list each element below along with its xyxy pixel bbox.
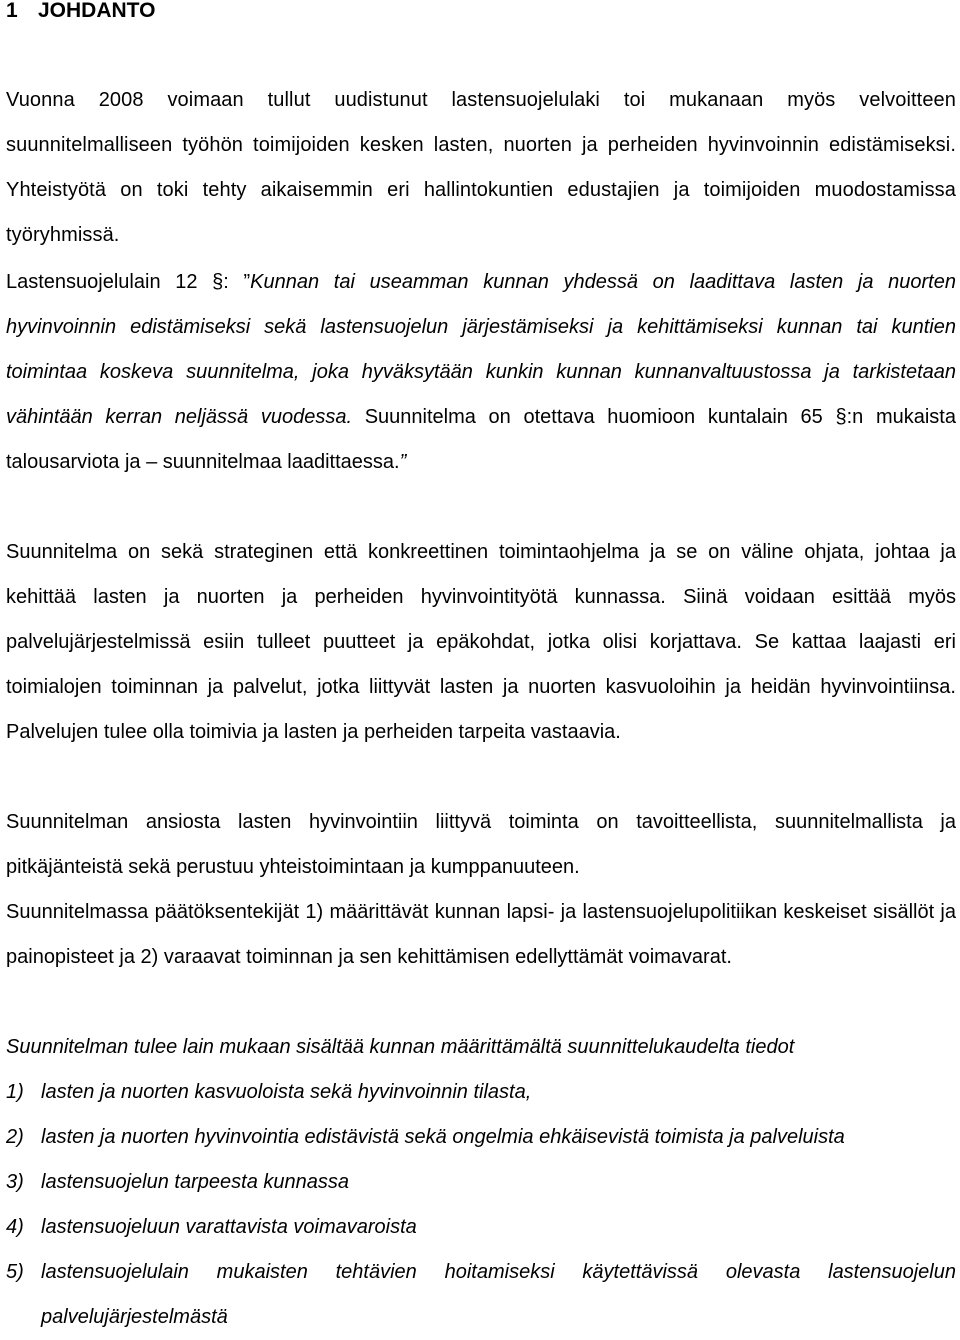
- list-item-text: lasten ja nuorten kasvuoloista sekä hyvinvoinnin tilasta,: [41, 1081, 532, 1103]
- list-item: [6, 1250, 956, 1340]
- list-marker: 3): [6, 1171, 24, 1193]
- list-marker: 5): [6, 1261, 24, 1283]
- section-heading: [6, 0, 155, 24]
- list-item: [6, 1205, 956, 1250]
- list-item: [6, 1070, 956, 1115]
- list-marker: 4): [6, 1216, 24, 1238]
- list-item: [6, 1115, 956, 1160]
- list-item-text: lastensuojeluun varattavista voimavaroista: [41, 1216, 417, 1238]
- section-title: JOHDANTO: [38, 0, 156, 22]
- decision-makers-paragraph: Suunnitelmassa päätöksentekijät 1) määrittävät kunnan lapsi- ja lastensuojelupolitiikan keskeiset sisällöt ja painopisteet ja 2) varaavat toiminnan ja sen kehittämisen edellyttämät voimavarat.: [6, 901, 956, 968]
- plan-content-intro: Suunnitelman tulee lain mukaan sisältää kunnan määrittämältä suunnittelukaudelta tiedot: [6, 1036, 795, 1058]
- plan-description-paragraph: Suunnitelma on sekä strateginen että konkreettinen toimintaohjelma ja se on väline ohjata, johtaa ja kehittää lasten ja nuorten ja perheiden hyvinvointityötä kunnassa. Siinä voidaan esittää myös palvelujärjestelmissä esiin tulleet puutteet ja epäkohdat, jotka olisi korjattava. Se kattaa laajasti eri toimialojen toiminnan ja palvelut, jotka liittyvät lasten ja nuorten kasvuoloihin ja heidän hyvinvointiinsa. Palvelujen tulee olla toimivia ja lasten ja perheiden tarpeita vastaavia.: [6, 541, 956, 743]
- list-item-text: lastensuojelulain mukaisten tehtävien hoitamiseksi käytettävissä olevasta lastensuojelun palvelujärjestelmästä: [41, 1261, 956, 1328]
- list-item: [6, 1160, 956, 1205]
- list-item-text: lasten ja nuorten hyvinvointia edistävistä sekä ongelmia ehkäisevistä toimista ja palveluista: [41, 1126, 845, 1148]
- law-quote-paragraph: [6, 260, 956, 485]
- law-reference: Lastensuojelulain 12 §: ”: [6, 271, 251, 293]
- list-item-text: lastensuojelun tarpeesta kunnassa: [41, 1171, 349, 1193]
- list-marker: 1): [6, 1081, 24, 1103]
- section-number: 1: [6, 0, 18, 22]
- law-quote-close: ”: [399, 451, 407, 473]
- law-quote-continuation: Suunnitelma on otettava huomioon kuntalain 65 §:n mukaista talousarviota ja – suunnitelmaa laadittaessa.: [6, 406, 956, 473]
- intro-paragraph: Vuonna 2008 voimaan tullut uudistunut lastensuojelulaki toi mukanaan myös velvoitteen suunnitelmalliseen työhön toimijoiden kesken lasten, nuorten ja perheiden hyvinvoinnin edistämiseksi. Yhteistyötä on toki tehty aikaisemmin eri hallintokuntien edustajien ja toimijoiden muodostamissa työryhmissä.: [6, 89, 956, 246]
- list-marker: 2): [6, 1126, 24, 1148]
- plan-benefits-paragraph: Suunnitelman ansiosta lasten hyvinvointiin liittyvä toiminta on tavoitteellista, suunnitelmallista ja pitkäjänteistä sekä perustuu yhteistoimintaan ja kumppanuuteen.: [6, 811, 956, 878]
- law-quote-text: Kunnan tai useamman kunnan yhdessä on laadittava lasten ja nuorten hyvinvoinnin edistämiseksi sekä lastensuojelun järjestämiseksi ja kehittämiseksi kunnan tai kuntien toimintaa koskeva suunnitelma, joka hyväksytään kunkin kunnan kunnanvaltuustossa ja tarkistetaan vähintään kerran neljässä vuodessa.: [6, 271, 956, 428]
